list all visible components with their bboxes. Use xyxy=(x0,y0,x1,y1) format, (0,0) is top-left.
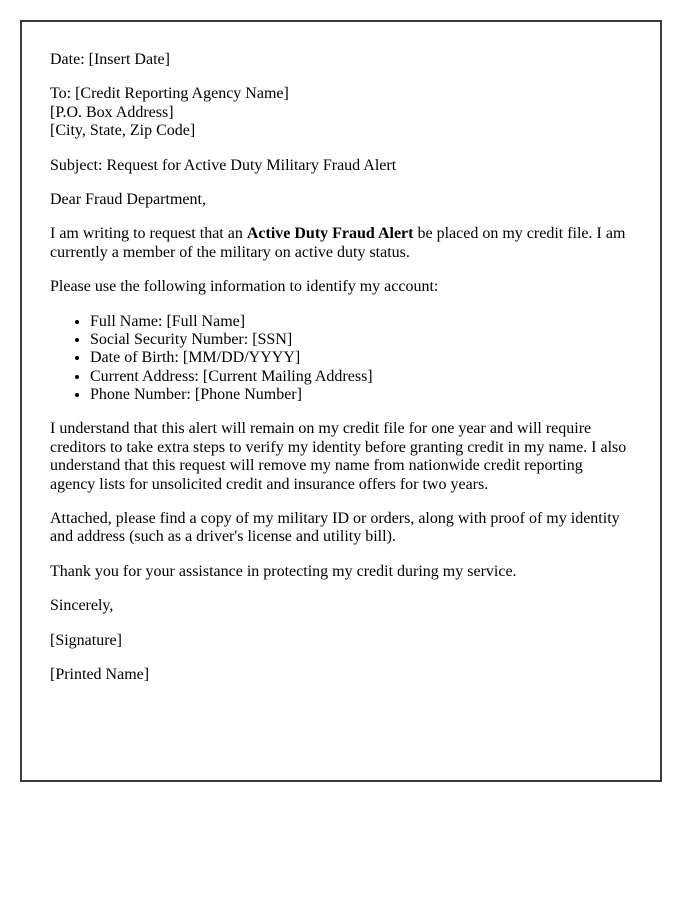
signature-placeholder: [Signature] xyxy=(50,631,122,649)
account-info-list xyxy=(50,313,630,405)
list-item-current-address: • Current Address: [Current Mailing Address] xyxy=(90,368,630,386)
thanks-paragraph: Thank you for your assistance in protecting my credit during my service. xyxy=(50,562,517,580)
intro-text-after: be placed on my credit file. I am currently a member of the military on active duty status. xyxy=(50,225,626,261)
list-item-phone-number: • Phone Number: [Phone Number] xyxy=(90,386,630,404)
subject-line: Subject: Request for Active Duty Military Fraud Alert xyxy=(50,156,397,174)
intro-text-before: I am writing to request that an xyxy=(50,225,247,243)
list-item-date-of-birth: • Date of Birth: [MM/DD/YYYY] xyxy=(90,349,630,367)
printed-name-placeholder: [Printed Name] xyxy=(50,665,150,683)
closing: Sincerely, xyxy=(50,597,114,615)
recipient-to-line: To: [Credit Reporting Agency Name] xyxy=(50,85,289,103)
salutation: Dear Fraud Department, xyxy=(50,190,206,208)
intro-paragraph xyxy=(50,225,630,262)
list-intro: Please use the following information to identify my account: xyxy=(50,278,439,296)
letter-container xyxy=(20,20,662,782)
active-duty-fraud-alert-bold-phrase: Active Duty Fraud Alert xyxy=(246,225,414,243)
recipient-address-line1: [P.O. Box Address] xyxy=(50,103,174,121)
list-item-ssn: • Social Security Number: [SSN] xyxy=(90,331,630,349)
recipient-block xyxy=(50,85,630,140)
attachment-paragraph: Attached, please find a copy of my military ID or orders, along with proof of my identity and address (such as a driver's license and utility bill). xyxy=(50,510,620,546)
recipient-address-line2: [City, State, Zip Code] xyxy=(50,122,196,140)
understanding-paragraph: I understand that this alert will remain on my credit file for one year and will require creditors to take extra steps to verify my identity before granting credit in my name. I also understand that this request will remove my name from nationwide credit reporting agency lists for unsolicited credit and insurance offers for two years. xyxy=(50,420,627,493)
date-line: Date: [Insert Date] xyxy=(50,51,170,68)
list-item-full-name: • Full Name: [Full Name] xyxy=(90,313,630,331)
